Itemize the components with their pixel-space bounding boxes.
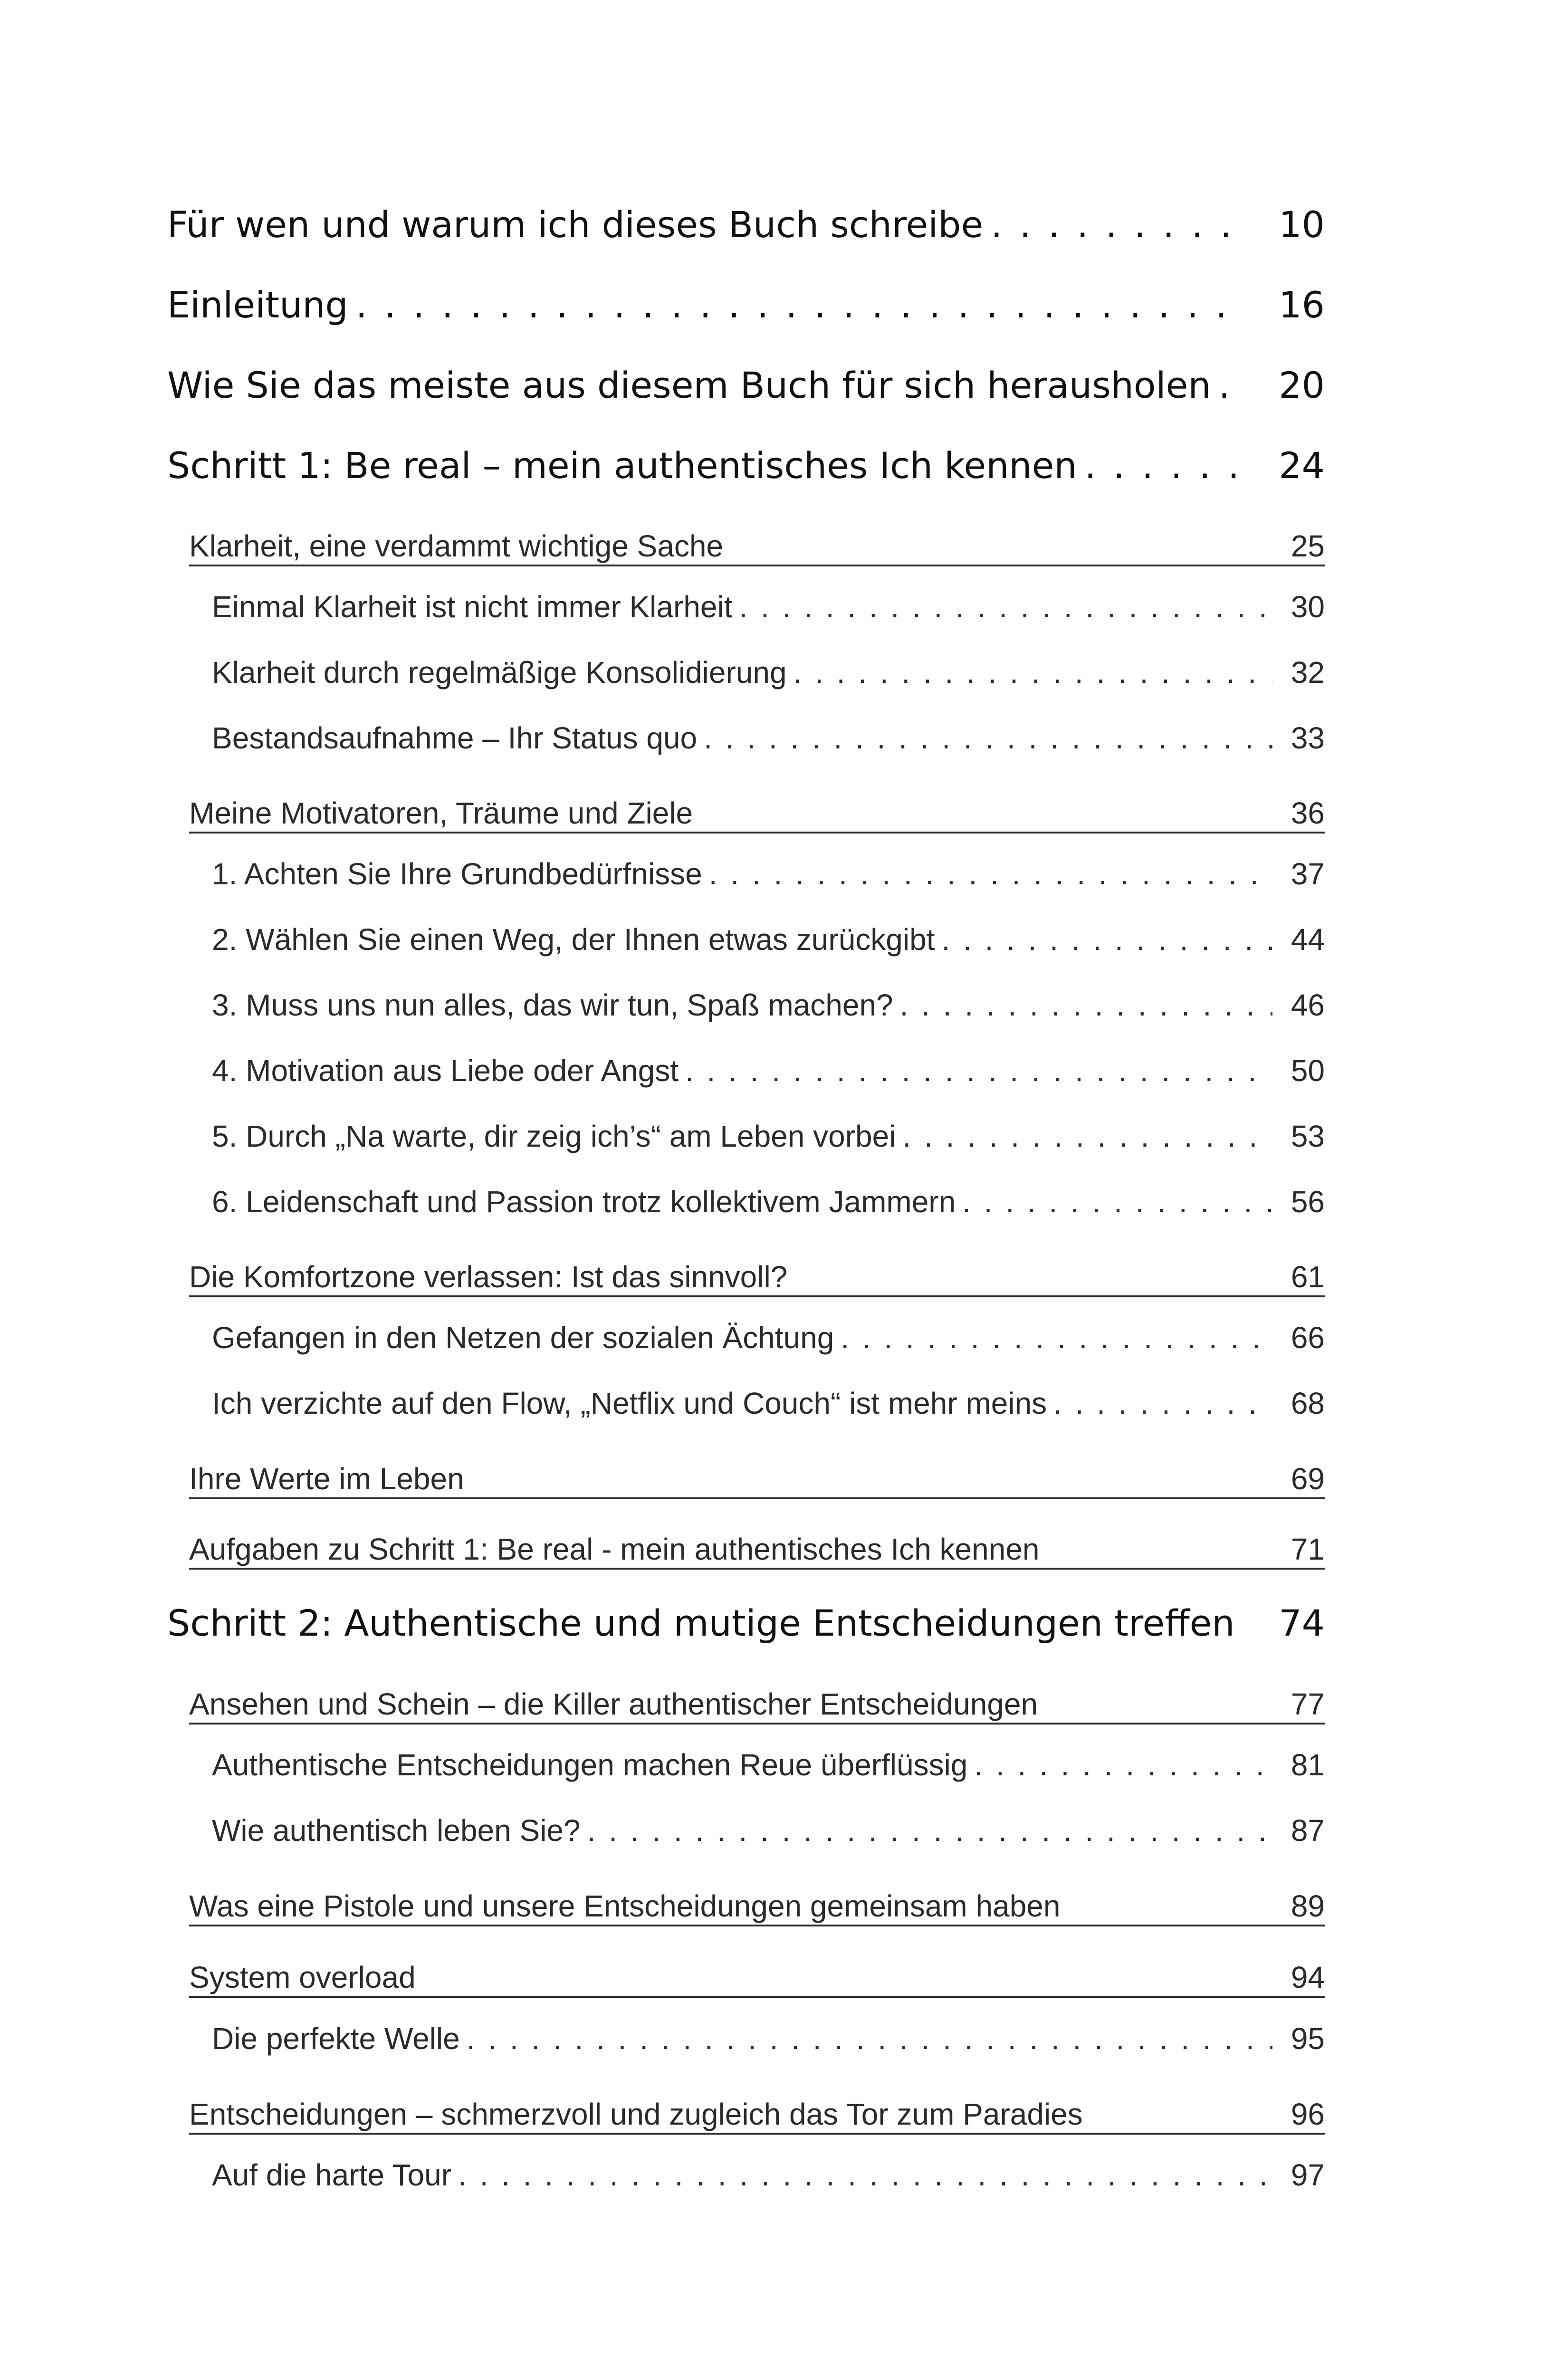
- toc-chapter-entry[interactable]: [167, 364, 1325, 406]
- toc-subsection-entry[interactable]: [212, 1053, 1325, 1088]
- toc-page-number: 96: [1291, 2097, 1325, 2131]
- toc-subsection-entry[interactable]: [212, 655, 1325, 690]
- dot-leader: [458, 2157, 1272, 2193]
- toc-page-number: 24: [1279, 444, 1325, 487]
- toc-entry-title: Einleitung: [167, 284, 348, 326]
- dot-leader: [704, 720, 1272, 756]
- toc-section-entry[interactable]: [189, 1959, 1325, 1998]
- toc-section-entry[interactable]: [189, 795, 1325, 834]
- dot-leader: [900, 987, 1272, 1023]
- toc-section-entry[interactable]: [189, 1460, 1325, 1499]
- toc-entry-title: Für wen und warum ich dieses Buch schreibe: [167, 203, 984, 246]
- toc-entry-title: Meine Motivatoren, Träume und Ziele: [189, 796, 693, 830]
- toc-page-number: 32: [1291, 655, 1325, 690]
- dot-leader: [902, 1119, 1272, 1154]
- toc-entry-title: 3. Muss uns nun alles, das wir tun, Spaß machen?: [212, 988, 893, 1022]
- toc-page-number: 94: [1291, 1960, 1325, 1994]
- toc-subsection-entry[interactable]: [212, 987, 1325, 1023]
- dot-leader: [739, 589, 1272, 624]
- toc-subsection-entry[interactable]: [212, 856, 1325, 891]
- dot-leader: [356, 284, 1243, 326]
- toc-page-number: 30: [1291, 590, 1325, 624]
- dot-leader: [467, 2021, 1272, 2056]
- toc-entry-title: Authentische Entscheidungen machen Reue überflüssig: [212, 1748, 968, 1782]
- dot-leader: [1053, 1386, 1272, 1421]
- toc-page-number: 71: [1291, 1532, 1325, 1566]
- toc-subsection-entry[interactable]: [212, 1320, 1325, 1355]
- toc-subsection-entry[interactable]: [212, 1119, 1325, 1154]
- toc-page-number: 16: [1279, 284, 1325, 326]
- toc-entry-title: Die Komfortzone verlassen: Ist das sinnvoll?: [189, 1260, 788, 1294]
- toc-page-number: 66: [1291, 1321, 1325, 1355]
- toc-entry-title: Was eine Pistole und unsere Entscheidungen gemeinsam haben: [189, 1889, 1061, 1923]
- toc-page-number: 36: [1291, 796, 1325, 830]
- toc-subsection-entry[interactable]: [212, 720, 1325, 756]
- toc-entry-title: Ich verzichte auf den Flow, „Netflix und Couch“ ist mehr meins: [212, 1386, 1047, 1420]
- toc-entry-title: Entscheidungen – schmerzvoll und zugleich das Tor zum Paradies: [189, 2097, 1083, 2131]
- toc-entry-title: Gefangen in den Netzen der sozialen Ächtung: [212, 1321, 834, 1355]
- toc-chapter-entry[interactable]: [167, 1602, 1325, 1644]
- toc-page-number: 95: [1291, 2022, 1325, 2056]
- toc-page-number: 53: [1291, 1119, 1325, 1153]
- toc-page-number: 68: [1291, 1386, 1325, 1420]
- toc-entry-title: Klarheit durch regelmäßige Konsolidierung: [212, 655, 787, 690]
- toc-entry-title: Wie authentisch leben Sie?: [212, 1813, 581, 1848]
- toc-entry-title: Ansehen und Schein – die Killer authentischer Entscheidungen: [189, 1687, 1038, 1721]
- toc-entry-title: System overload: [189, 1960, 416, 1994]
- toc-page-number: 74: [1279, 1602, 1325, 1644]
- toc-subsection-entry[interactable]: [212, 1813, 1325, 1848]
- toc-section-entry[interactable]: [189, 527, 1325, 566]
- toc-entry-title: Wie Sie das meiste aus diesem Buch für sich herausholen: [167, 364, 1211, 406]
- toc-entry-title: Ihre Werte im Leben: [189, 1462, 464, 1496]
- toc-entry-title: 1. Achten Sie Ihre Grundbedürfnisse: [212, 857, 702, 891]
- toc-page-number: 46: [1291, 988, 1325, 1022]
- toc-section-entry[interactable]: [189, 1686, 1325, 1725]
- dot-leader: [941, 922, 1272, 957]
- toc-chapter-entry[interactable]: [167, 444, 1325, 487]
- toc-page-number: 33: [1291, 721, 1325, 755]
- dot-leader: [974, 1747, 1272, 1782]
- toc-entry-title: 4. Motivation aus Liebe oder Angst: [212, 1054, 679, 1088]
- toc-entry-title: Schritt 2: Authentische und mutige Entscheidungen treffen: [167, 1602, 1235, 1644]
- toc-entry-title: Die perfekte Welle: [212, 2022, 460, 2056]
- dot-leader: [1085, 444, 1243, 487]
- toc-page-number: 81: [1291, 1748, 1325, 1782]
- toc-page-number: 61: [1291, 1260, 1325, 1294]
- toc-entry-title: Schritt 1: Be real – mein authentisches Ich kennen: [167, 444, 1077, 487]
- toc-page-number: 20: [1279, 364, 1325, 406]
- toc-page-number: 25: [1291, 529, 1325, 563]
- toc-entry-title: 2. Wählen Sie einen Weg, der Ihnen etwas zurückgibt: [212, 922, 935, 957]
- dot-leader: [962, 1184, 1272, 1219]
- toc-page-number: 89: [1291, 1889, 1325, 1923]
- toc-entry-title: 6. Leidenschaft und Passion trotz kollektivem Jammern: [212, 1185, 956, 1219]
- toc-section-entry[interactable]: [189, 2096, 1325, 2135]
- toc-chapter-entry[interactable]: [167, 203, 1325, 246]
- toc-page-number: 37: [1291, 857, 1325, 891]
- dot-leader: [794, 655, 1272, 690]
- toc-section-entry[interactable]: [189, 1531, 1325, 1570]
- dot-leader: [1219, 364, 1243, 406]
- toc-page-number: 50: [1291, 1054, 1325, 1088]
- toc-section-entry[interactable]: [189, 1258, 1325, 1297]
- toc-page-number: 10: [1279, 203, 1325, 246]
- toc-subsection-entry[interactable]: [212, 2157, 1325, 2193]
- toc-page-number: 87: [1291, 1813, 1325, 1848]
- toc-entry-title: Auf die harte Tour: [212, 2158, 452, 2192]
- toc-subsection-entry[interactable]: [212, 1184, 1325, 1219]
- dot-leader: [709, 856, 1272, 891]
- toc-entry-title: 5. Durch „Na warte, dir zeig ich’s“ am Leben vorbei: [212, 1119, 896, 1153]
- toc-page-number: 69: [1291, 1462, 1325, 1496]
- toc-entry-title: Bestandsaufnahme – Ihr Status quo: [212, 721, 698, 755]
- toc-page-number: 56: [1291, 1185, 1325, 1219]
- toc-entry-title: Klarheit, eine verdammt wichtige Sache: [189, 529, 724, 563]
- dot-leader: [587, 1813, 1272, 1848]
- dot-leader: [685, 1053, 1272, 1088]
- toc-subsection-entry[interactable]: [212, 1747, 1325, 1782]
- toc-page-number: 44: [1291, 922, 1325, 957]
- toc-chapter-entry[interactable]: [167, 284, 1325, 326]
- toc-subsection-entry[interactable]: [212, 2021, 1325, 2056]
- toc-page-number: 97: [1291, 2158, 1325, 2192]
- dot-leader: [841, 1320, 1272, 1355]
- dot-leader: [991, 203, 1243, 246]
- toc-subsection-entry[interactable]: [212, 1386, 1325, 1421]
- toc-entry-title: Einmal Klarheit ist nicht immer Klarheit: [212, 590, 733, 624]
- toc-subsection-entry[interactable]: [212, 589, 1325, 624]
- toc-section-entry[interactable]: [189, 1887, 1325, 1926]
- toc-page-number: 77: [1291, 1687, 1325, 1721]
- toc-entry-title: Aufgaben zu Schritt 1: Be real - mein authentisches Ich kennen: [189, 1532, 1040, 1566]
- toc-subsection-entry[interactable]: [212, 922, 1325, 957]
